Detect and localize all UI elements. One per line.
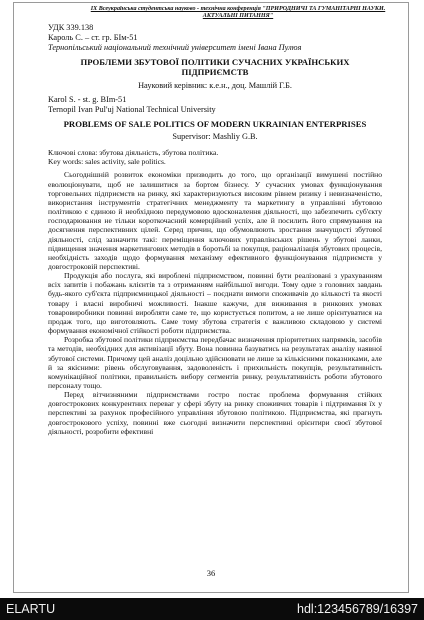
keywords-ua: Ключові слова: збутова діяльність, збутова політика.	[48, 148, 219, 158]
article-body	[48, 23, 382, 436]
title-ua: ПРОБЛЕМИ ЗБУТОВОЇ ПОЛІТИКИ СУЧАСНИХ УКРАЇНСЬКИХ ПІДПРИЄМСТВ	[80, 57, 350, 78]
keywords-block	[48, 148, 382, 166]
author-en: Karol S. - st. g. BIm-51	[48, 94, 127, 104]
institution-en: Ternopil Ivan Pul'uj National Technical University	[48, 104, 216, 114]
keywords-en: Key words: sales activity, sale politics.	[48, 157, 166, 167]
page-number: 36	[206, 568, 216, 578]
repository-name: ELARTU	[6, 602, 56, 616]
handle-link[interactable]: hdl:123456789/16397	[297, 602, 418, 616]
paragraph: Продукція або послуга, які вироблені підприємством, повинні бути реалізовані з урахуванням всіх запитів і побажань клієнтів та з отриманням найбільшої вигоди. Тому одне з головних завдань будь-якого суб'єкта підприємницької діяльності – поєднати вимоги споживачів до кількості та якості товару і власні виробничі можливості. Інакше кажучи, для виживання в ринкових умовах товаровиробники повинні виробляти саме те, що користується попитом, а не лише орієнтуватися на продаж того, що виготовляють. Саме тому збутова стратегія є важливою складовою у системі формування економічної стійкості роботи підприємства.	[48, 271, 382, 336]
supervisor-ua: Науковий керівник: к.е.н., доц. Машлій Г.Б.	[138, 80, 292, 90]
title-en: PROBLEMS OF SALE POLITICS OF MODERN UKRAINIAN ENTERPRISES	[63, 118, 367, 129]
institution-ua: Тернопільський національний технічний університет імені Івана Пулюя	[48, 43, 302, 52]
document-page	[13, 2, 409, 593]
repository-footer-bar	[0, 598, 424, 620]
paragraph: Розробка збутової політики підприємства передбачає визначення пріоритетних напрямків, засобів та методів, необхідних для активізації збуту. Вона повинна базуватись на результатах аналізу наявної збутової системи. Причому цей аналіз доцільно здійснювати не лише за кількісними показниками, але й за якісними: рівень обслуговування, задоволеність і прихильність покупців, результативність комунікаційної політики, правильність вибору сегментів ринку, результативність роботи збутового персоналу тощо.	[48, 335, 382, 390]
paragraph: Перед вітчизняними підприємствами гостро постає проблема формування стійких довгострокових конкурентних переваг у сфері збуту на ринку споживчих товарів і підтримання їх у перспективі за рахунок професійного управління збутовою політикою. Підприємства, які прагнуть довгострокового успіху, повинні вже сьогодні визначити перспективні орієнтири своєї збутової діяльності, розробити ефективні	[48, 390, 382, 436]
supervisor-en: Supervisor: Mashliy G.B.	[172, 132, 258, 142]
author-ua: Кароль С. – ст. гр. БІм-51	[48, 33, 138, 42]
udk-code: УДК 339.138	[48, 23, 94, 32]
paragraph: Сьогоднішній розвиток економіки призводить до того, що організації вимушені постійно еволюціонувати, щоб не залишитися за бортом бізнесу. У сучасних умовах функціонування торговельних підприємств на ринку, які характеризуються високим рівнем ризику і невизначеністю, використання інструментів стратегічних менеджменту та маркетингу в управлінні збутовою політикою є єдиною й необхідною передумовою вдосконалення діяльності, що забезпечить суб'єкту господарювання не тільки короткочасний комерційний успіх, але й посилить його спрямування на досягнення перспективних цілей. Серед причин, що обумовлюють зростання значущості збутової діяльності, слід зазначити такі: переміщення ключових управлінських рішень у збутові ланки, підвищення значення маркетингових методів в боротьбі за покупця, раціоналізація збутових процесів, необхідність заходів щодо формування механізму ефективного функціонування підприємств у довгостроковій перспективі.	[48, 170, 382, 271]
conference-header: IX Всеукраїнська студентська науково - технічна конференція "ПРИРОДНИЧІ ТА ГУМАНІТАРНІ НАУКИ. АКТУАЛЬНІ ПИТАННЯ"	[90, 6, 386, 19]
